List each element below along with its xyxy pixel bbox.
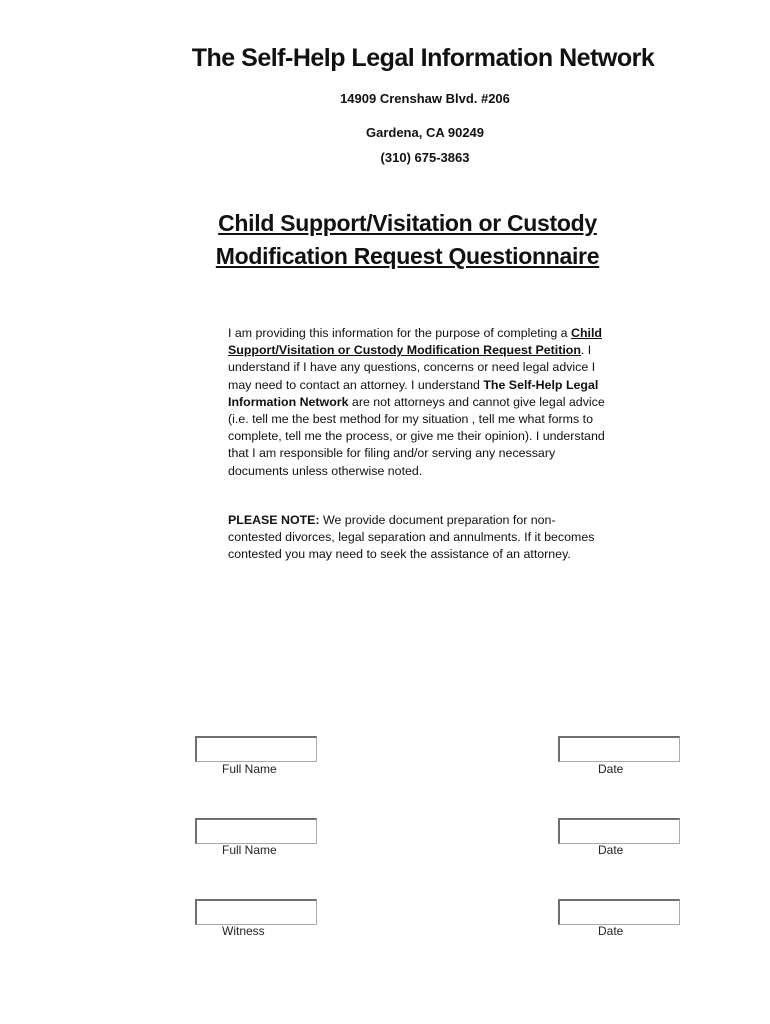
date-field-1[interactable] xyxy=(558,736,680,762)
document-title-line-2: Modification Request Questionnaire xyxy=(215,243,600,269)
organization-name: The Self-Help Legal Information Network xyxy=(191,44,655,72)
phone-number: (310) 675-3863 xyxy=(380,150,470,165)
intro-text-3: are not attorneys and cannot give legal advice (i.e. tell me the best method for my situation , tell me what forms to complete, tell me the process, or give me their opinion). I understand that I am responsible for filing and/or serving any necessary documents unless otherwise noted. xyxy=(228,394,605,478)
full-name-label-1: Full Name xyxy=(222,762,277,776)
organization-reference: The Self-Help Legal Information Network xyxy=(228,377,599,409)
please-note-label: PLEASE NOTE: xyxy=(228,513,320,527)
document-title-line-1: Child Support/Visitation or Custody xyxy=(218,210,597,236)
date-label-2: Date xyxy=(598,843,624,857)
date-field-2[interactable] xyxy=(558,818,680,844)
intro-text-1: I am providing this information for the purpose of completing a xyxy=(228,326,571,340)
document-title xyxy=(0,207,770,273)
please-note-text: We provide document preparation for non-contested divorces, legal separation and annulments. If it becomes contested you may need to seek the assistance of an attorney. xyxy=(228,513,595,562)
address-line-1: 14909 Crenshaw Blvd. #206 xyxy=(340,91,510,106)
petition-name: Child Support/Visitation or Custody Modification Request Petition xyxy=(228,326,602,358)
date-field-3[interactable] xyxy=(558,899,680,925)
full-name-field-2[interactable] xyxy=(195,818,317,844)
date-label-1: Date xyxy=(598,762,624,776)
intro-paragraph xyxy=(228,325,613,480)
address-line-2: Gardena, CA 90249 xyxy=(365,125,485,140)
witness-field[interactable] xyxy=(195,899,317,925)
please-note-paragraph xyxy=(228,512,598,564)
full-name-label-2: Full Name xyxy=(222,843,277,857)
full-name-field-1[interactable] xyxy=(195,736,317,762)
date-label-3: Date xyxy=(598,924,624,938)
intro-text-2: . I understand if I have any questions, concerns or need legal advice I may need to contact an attorney. I understand xyxy=(228,343,596,392)
witness-label: Witness xyxy=(222,924,265,938)
